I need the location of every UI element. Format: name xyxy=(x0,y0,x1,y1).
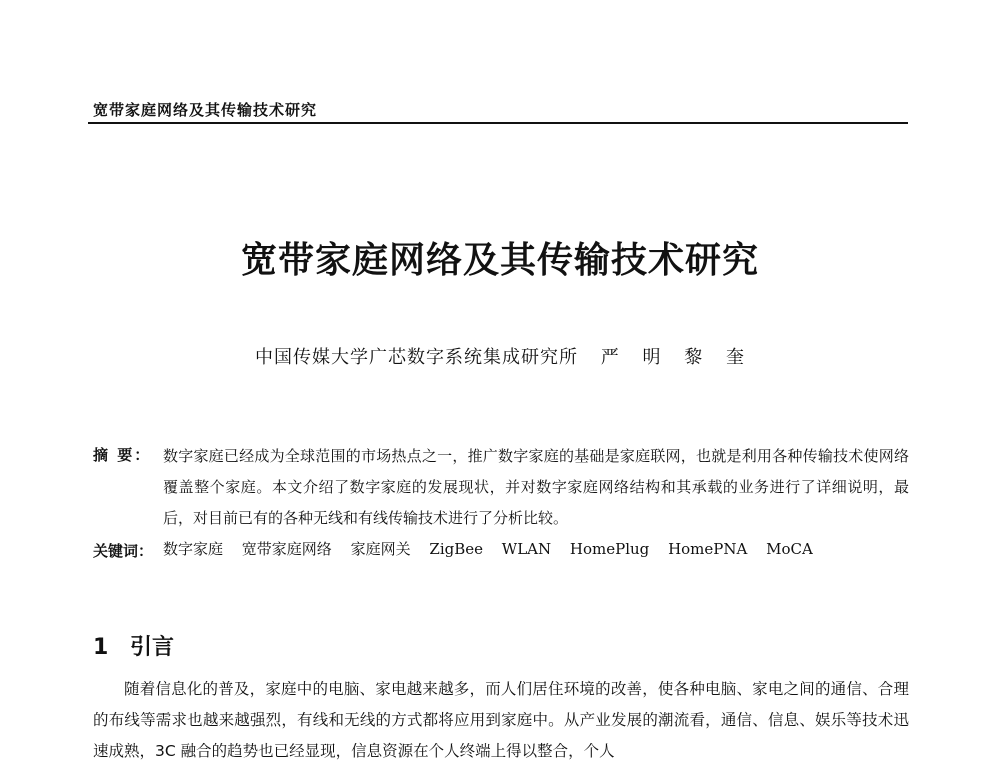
paper-title: 宽带家庭网络及其传输技术研究 xyxy=(240,239,759,281)
keyword: HomePlug xyxy=(569,540,650,558)
header-rule xyxy=(88,122,908,124)
keyword: ZigBee xyxy=(429,540,483,558)
keyword: WLAN xyxy=(501,540,552,558)
abstract-text: 数字家庭已经成为全球范围的市场热点之一，推广数字家庭的基础是家庭联网，也就是利用各种传输技术使网络覆盖整个家庭。本文介绍了数字家庭的发展现状，并对数字家庭网络结构和其承载的业务进行了详细说明，最后，对目前已有的各种无线和有线传输技术进行了分析比较。 xyxy=(163,447,909,527)
section-number: 1 xyxy=(93,635,109,660)
body-paragraph: 随着信息化的普及，家庭中的电脑、家电越来越多，而人们居住环境的改善，使各种电脑、家电之间的通信、合理的布线等需求也越来越强烈，有线和无线的方式都将应用到家庭中。从产业发展的潮流看，通信、信息、娱乐等技术迅速成熟，3C 融合的趋势也已经显现，信息资源在个人终端上得以整合，个人 xyxy=(93,680,909,760)
keyword: 数字家庭 xyxy=(163,540,224,558)
keyword: 宽带家庭网络 xyxy=(241,540,332,558)
authors xyxy=(585,347,745,368)
affiliation: 中国传媒大学广芯数字系统集成研究所 xyxy=(255,347,579,368)
author-name: 明 xyxy=(642,347,662,368)
byline xyxy=(0,343,1000,369)
author-name: 严 xyxy=(600,347,620,368)
keywords-list xyxy=(163,538,827,559)
keyword: HomePNA xyxy=(668,540,748,558)
author-name: 黎 xyxy=(684,347,704,368)
section-title: 引言 xyxy=(129,635,174,660)
abstract-label: 摘 要： xyxy=(93,446,152,464)
running-header: 宽带家庭网络及其传输技术研究 xyxy=(93,101,318,119)
section-heading xyxy=(93,630,174,661)
keywords-label: 关键词： xyxy=(93,542,154,560)
author-name: 奎 xyxy=(725,347,745,368)
keyword: MoCA xyxy=(766,540,813,558)
keyword: 家庭网关 xyxy=(350,540,411,558)
